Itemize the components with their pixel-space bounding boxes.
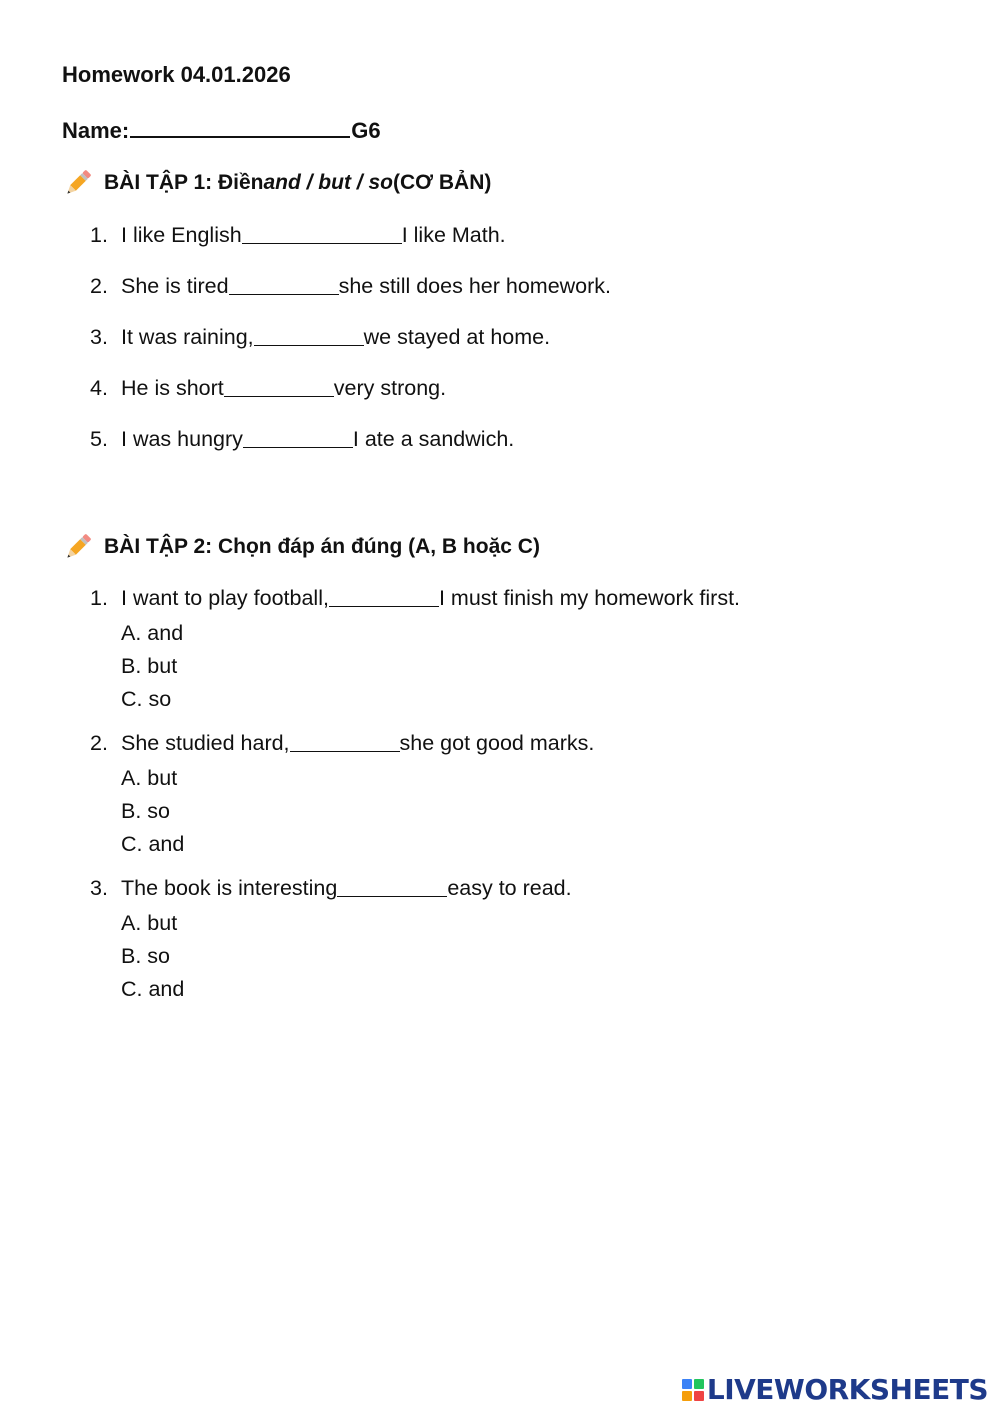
item-text-before: I like English: [121, 223, 242, 247]
question-text-after: she got good marks.: [399, 731, 595, 755]
answer-blank[interactable]: [229, 274, 339, 295]
answer-blank[interactable]: [242, 223, 402, 244]
item-text-after: very strong.: [333, 376, 447, 400]
item-number: 5.: [90, 427, 108, 451]
option-b[interactable]: B. so: [121, 799, 170, 823]
name-blank[interactable]: [130, 114, 350, 138]
question-text-after: easy to read.: [447, 876, 572, 900]
option-a[interactable]: A. but: [121, 911, 178, 935]
option-c[interactable]: C. so: [121, 687, 172, 711]
question-text-before: She studied hard,: [121, 731, 290, 755]
exercise1-heading-a: BÀI TẬP 1: Điền: [104, 171, 264, 194]
item-text-after: I like Math.: [401, 223, 506, 247]
item-text-after: she still does her homework.: [338, 274, 612, 298]
option-a[interactable]: A. but: [121, 766, 178, 790]
item-number: 3.: [90, 325, 108, 349]
answer-blank[interactable]: [224, 376, 334, 397]
liveworksheets-logo: [682, 1373, 988, 1406]
option-b[interactable]: B. so: [121, 944, 170, 968]
question-number: 3.: [90, 876, 108, 900]
answer-blank[interactable]: [337, 876, 447, 897]
pencil-icon: [62, 167, 94, 199]
item-number: 4.: [90, 376, 108, 400]
question-text-before: I want to play football,: [121, 586, 329, 610]
logo-square: [682, 1391, 692, 1401]
exercise1-heading: [62, 167, 491, 199]
exercise2-heading-text: BÀI TẬP 2: Chọn đáp án đúng (A, B hoặc C): [104, 535, 540, 558]
item-text-after: we stayed at home.: [363, 325, 551, 349]
options-list: [90, 617, 740, 716]
question-number: 1.: [90, 586, 108, 610]
item-text-after: I ate a sandwich.: [352, 427, 515, 451]
exercise1-item-3: [90, 325, 611, 376]
exercise1-item-4: [90, 376, 611, 427]
exercise2-question-2: [90, 731, 740, 876]
item-number: 1.: [90, 223, 108, 247]
answer-blank[interactable]: [290, 731, 400, 752]
name-line: [62, 114, 381, 144]
answer-blank[interactable]: [254, 325, 364, 346]
exercise2-list: [90, 586, 740, 1021]
exercise1-list: [90, 223, 611, 478]
exercise2-question-1: [90, 586, 740, 731]
pencil-icon: [62, 531, 94, 563]
item-text-before: She is tired: [121, 274, 229, 298]
logo-mark-icon: [682, 1379, 704, 1401]
option-a[interactable]: A. and: [121, 621, 184, 645]
answer-blank[interactable]: [329, 586, 439, 607]
item-number: 2.: [90, 274, 108, 298]
page-title: Homework 04.01.2026: [62, 62, 291, 87]
question-text-before: The book is interesting: [121, 876, 338, 900]
options-list: [90, 907, 740, 1006]
exercise2-heading: [62, 531, 540, 563]
question-number: 2.: [90, 731, 108, 755]
grade-label: G6: [351, 118, 381, 143]
item-text-before: It was raining,: [121, 325, 254, 349]
item-text-before: I was hungry: [121, 427, 243, 451]
answer-blank[interactable]: [243, 427, 353, 448]
option-c[interactable]: C. and: [121, 832, 185, 856]
name-label: Name:: [62, 118, 130, 143]
exercise1-item-2: [90, 274, 611, 325]
exercise2-question-3: [90, 876, 740, 1021]
logo-text: LIVEWORKSHEETS: [706, 1373, 988, 1406]
exercise1-heading-italic: and / but / so: [263, 171, 393, 194]
question-text-after: I must finish my homework first.: [438, 586, 741, 610]
logo-square: [682, 1379, 692, 1389]
item-text-before: He is short: [121, 376, 224, 400]
logo-square: [694, 1391, 704, 1401]
logo-square: [694, 1379, 704, 1389]
exercise1-item-5: [90, 427, 611, 478]
options-list: [90, 762, 740, 861]
option-b[interactable]: B. but: [121, 654, 178, 678]
option-c[interactable]: C. and: [121, 977, 185, 1001]
exercise1-item-1: [90, 223, 611, 274]
exercise1-heading-b: (CƠ BẢN): [392, 171, 492, 194]
